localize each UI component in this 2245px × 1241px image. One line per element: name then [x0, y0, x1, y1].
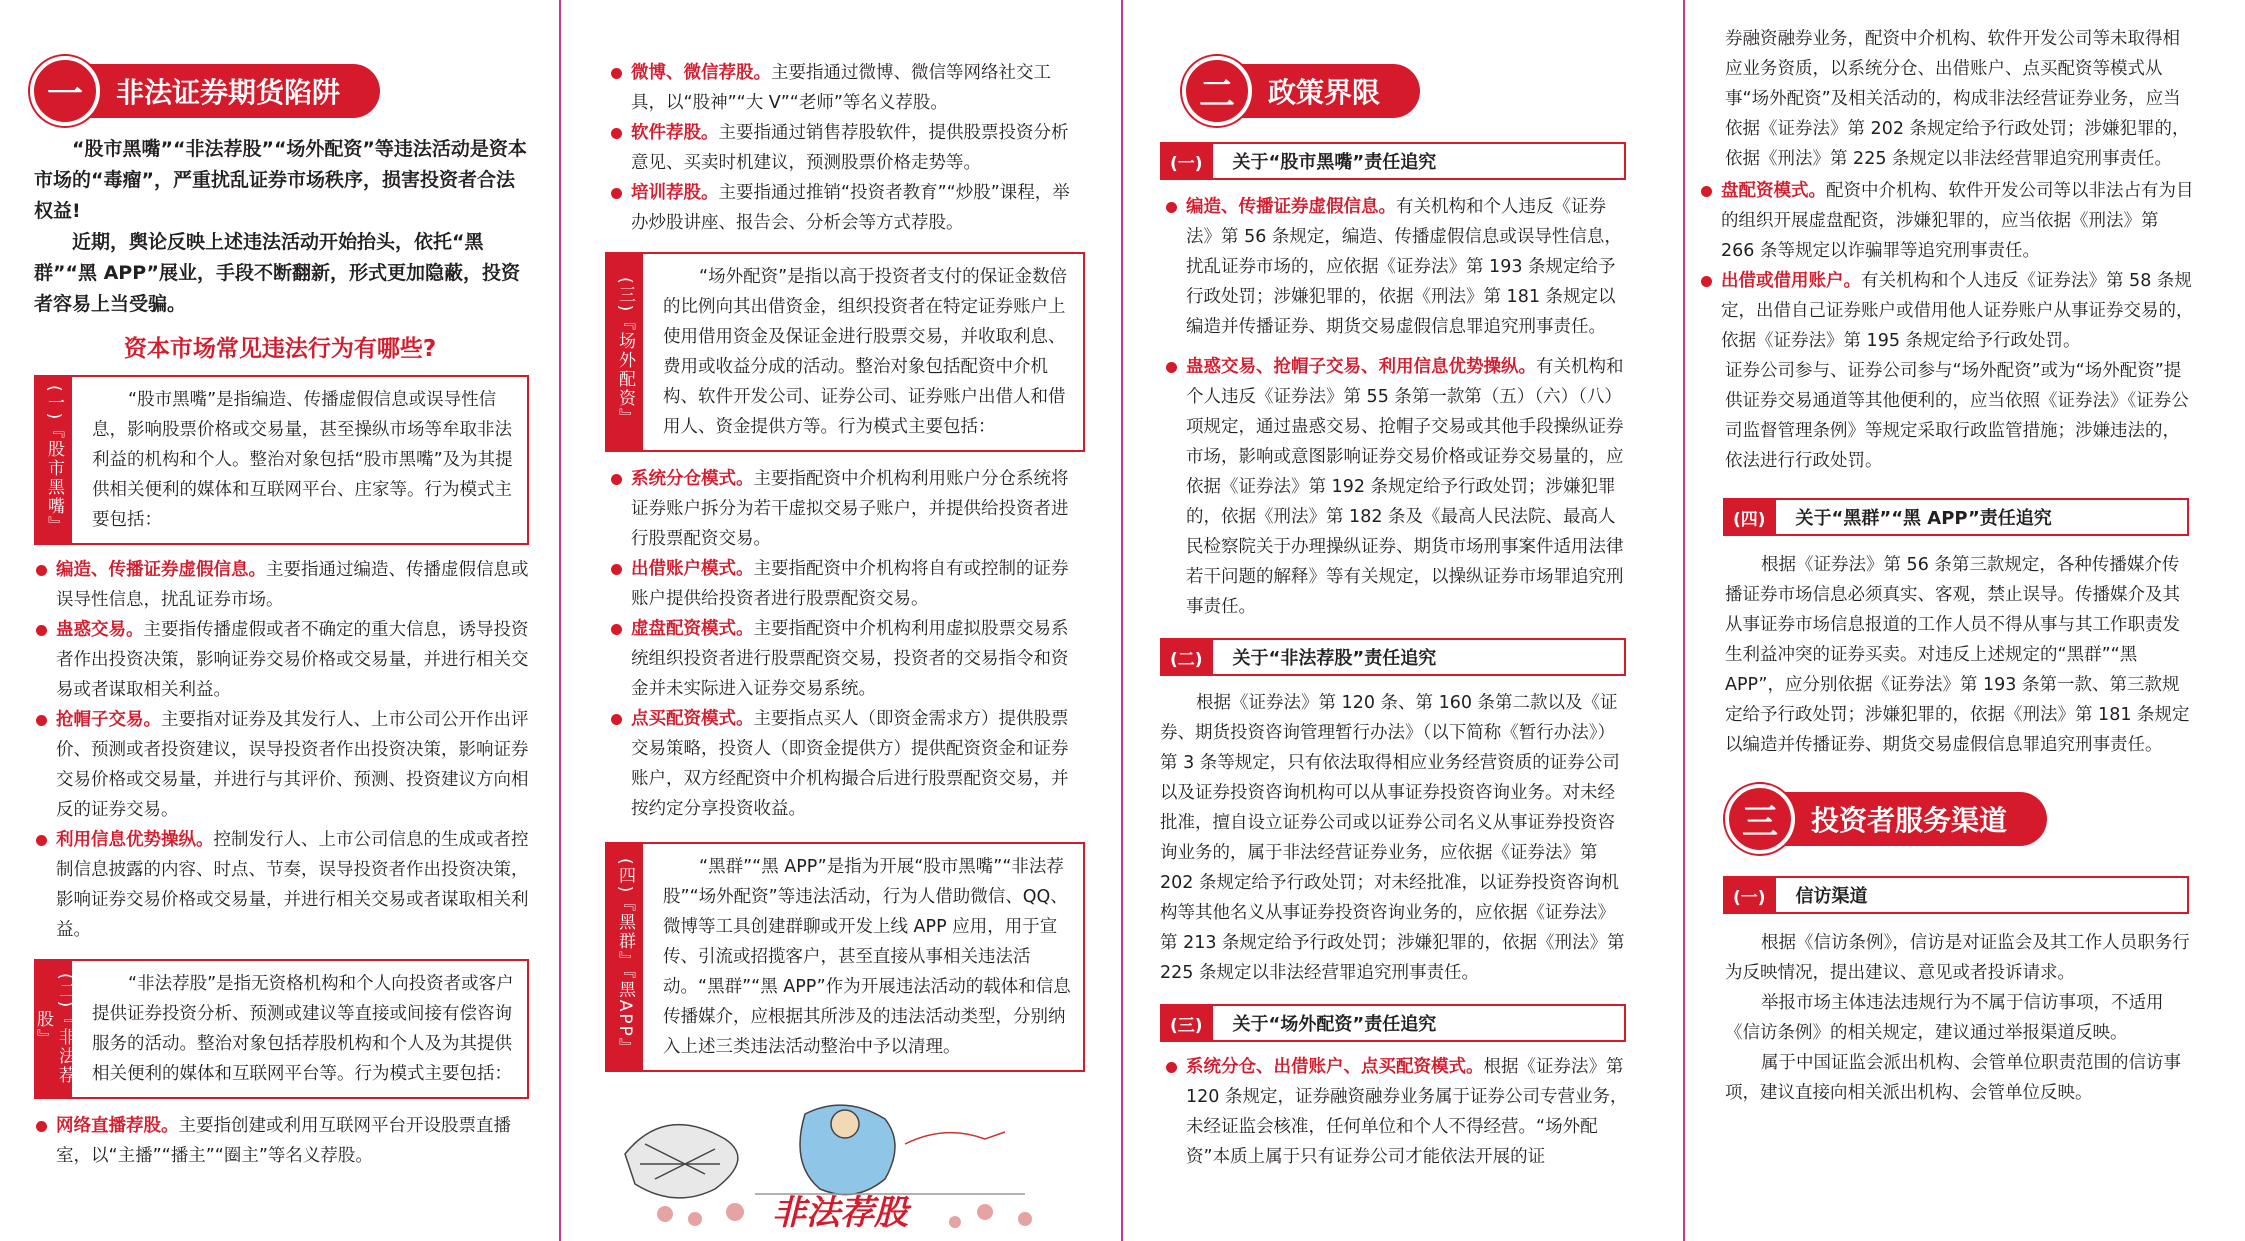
- definition-box-illegal-recommend: [34, 959, 529, 1099]
- section-heading: 政策界限: [1234, 64, 1420, 118]
- section-heading: 投资者服务渠道: [1777, 792, 2047, 846]
- intro-paragraph-1: “股市黑嘴”“非法荐股”“场外配资”等违法活动是资本市场的“毒瘤”，严重扰乱证券市场秩序，损害投资者合法权益!: [34, 138, 527, 222]
- box-text: “黑群”“黑 APP”是指为开展“股市黑嘴”“非法荐股”“场外配资”等违法活动，行为人借助微信、QQ、微博等工具创建群聊或开发上线 APP 应用，用于宣传、引流或招揽客户，甚至直接从事相关违法活动。“黑群”“黑 APP”作为开展违法活动的载体和信息传播媒介，应根据其所涉及的违法活动类型，分别纳入上述三类违法活动整治中予以清理。: [663, 857, 1071, 1057]
- list-item: 软件荐股。主要指通过销售荐股软件，提供股票投资分析意见、买卖时机建议，预测股票价格走势等。: [605, 118, 1085, 178]
- list-item: 培训荐股。主要指通过推销“投资者教育”“炒股”课程，举办炒股讲座、报告会、分析会等方式荐股。: [605, 178, 1085, 238]
- cartoon-illustration: [605, 1084, 1075, 1234]
- list-item: 盘配资模式。配资中介机构、软件开发公司等以非法占有为目的组织开展虚盘配资，涉嫌犯罪的，应当依据《刑法》第 266 条等规定以诈骗罪等追究刑事责任。: [1695, 176, 2195, 266]
- list-item: 蛊惑交易、抢帽子交易、利用信息优势操纵。有关机构和个人违反《证券法》第 55 条第一款第（五）（六）（八）项规定，通过蛊惑交易、抢帽子交易或其他手段操纵证券市场，影响或意图影响证券交易价格或证券交易量的，应依据《证券法》第 192 条规定给予行政处罚；涉嫌犯罪的，依据《刑法》第 182 条及《最高人民法院、最高人民检察院关于办理操纵证券、期货市场刑事案件适用法律若干问题的解释》等有关规定，以操纵证券市场罪追究刑事责任。: [1160, 352, 1630, 622]
- list-item: 出借账户模式。主要指配资中介机构将自有或控制的证券账户提供给投资者进行股票配资交易。: [605, 554, 1085, 614]
- subsection-title: 关于“场外配资”责任追究: [1232, 1014, 1437, 1035]
- subsection-header-1: [1160, 142, 1626, 180]
- column-4: [1695, 0, 2195, 1241]
- section-number: 二: [1182, 56, 1252, 126]
- subsection-title: 信访渠道: [1795, 886, 1868, 907]
- list-item: 抢帽子交易。主要指对证券及其发行人、上市公司公开作出评价、预测或者投资建议，误导投资者作出投资决策，影响证券交易价格或交易量，并进行与其评价、预测、投资建议方向相反的证券交易。: [30, 705, 530, 825]
- list-item: 出借或借用账户。有关机构和个人违反《证券法》第 58 条规定，出借自己证券账户或借用他人证券账户从事证券交易的，依据《证券法》第 195 条规定给予行政处罚。: [1695, 266, 2195, 356]
- behavior-list-1: [30, 555, 530, 945]
- continued-paragraph: 券融资融券业务，配资中介机构、软件开发公司等未取得相应业务资质，以系统分仓、出借账户、点买配资等模式从事“场外配资”及相关活动的，构成非法经营证券业务，应当依据《证券法》第 202 条规定给予行政处罚；涉嫌犯罪的，依据《刑法》第 225 条规定以非法经营罪追究刑事责任。: [1725, 29, 2190, 169]
- list-item: 编造、传播证券虚假信息。有关机构和个人违反《证券法》第 56 条规定，编造、传播虚假信息或误导性信息，扰乱证券市场的，应依据《证券法》第 193 条规定给予行政处罚；涉嫌犯罪的，依据《刑法》第 181 条规定以编造并传播证券、期货交易虚假信息罪追究刑事责任。: [1160, 192, 1630, 342]
- list-item: 点买配资模式。主要指点买人（即资金需求方）提供股票交易策略，投资人（即资金提供方）提供配资资金和证券账户，双方经配资中介机构撮合后进行股票配资交易，并按约定分享投资收益。: [605, 704, 1085, 824]
- section-number: 一: [30, 56, 100, 126]
- subsection-title: 关于“黑群”“黑 APP”责任追究: [1795, 508, 2052, 529]
- column-divider-3: [1683, 0, 1685, 1241]
- behavior-list-2: [30, 1111, 530, 1171]
- list-item: 网络直播荐股。主要指创建或利用互联网平台开设股票直播室，以“主播”“播主”“圈主”等名义荐股。: [30, 1111, 530, 1171]
- supervision-paragraph: 证券公司参与、证券公司参与“场外配资”或为“场外配资”提供证券交易通道等其他便利的，应当依照《证券法》《证券公司监督管理条例》等规定采取行政监管措施；涉嫌违法的，依法进行行政处罚。: [1725, 361, 2189, 471]
- question-heading: 资本市场常见违法行为有哪些?: [123, 336, 437, 362]
- subsection-header-2: [1160, 638, 1626, 676]
- column-2: [605, 0, 1085, 1241]
- policy-list-3: [1160, 1052, 1630, 1172]
- petition-paragraph-1: 根据《信访条例》，信访是对证监会及其工作人员职务行为反映情况，提出建议、意见或者投诉请求。: [1725, 933, 2190, 983]
- intro-paragraph-2: 近期，舆论反映上述违法活动开始抬头，依托“黑群”“黑 APP”展业，手段不断翻新，形式更加隐蔽，投资者容易上当受骗。: [34, 231, 520, 315]
- cartoon-caption: 非法荐股: [772, 1193, 908, 1233]
- section-number: 三: [1725, 784, 1795, 854]
- policy-list-1: [1160, 192, 1630, 622]
- petition-paragraph-2: 举报市场主体违法违规行为不属于信访事项，不适用《信访条例》的相关规定，建议通过举报渠道反映。: [1725, 993, 2164, 1043]
- subsection-title: 关于“股市黑嘴”责任追究: [1232, 152, 1437, 173]
- definition-box-off-market-financing: [605, 252, 1085, 452]
- list-item: 利用信息优势操纵。控制发行人、上市公司信息的生成或者控制信息披露的内容、时点、节奏，误导投资者作出投资决策，影响证券交易价格或交易量，并进行相关交易或者谋取相关利益。: [30, 825, 530, 945]
- column-divider-2: [1121, 0, 1123, 1241]
- definition-box-stock-mouth: [34, 375, 529, 545]
- section-title-2: [1182, 62, 1630, 120]
- list-item: 微博、微信荐股。主要指通过微博、微信等网络社交工具，以“股神”“大 V”“老师”等名义荐股。: [605, 58, 1085, 118]
- column-divider-1: [559, 0, 561, 1241]
- box-text: “场外配资”是指以高于投资者支付的保证金数倍的比例向其出借资金，组织投资者在特定证券账户上使用借用资金及保证金进行股票交易，并收取利息、费用或收益分成的活动。整治对象包括配资中介机构、软件开发公司、证券公司、证券账户出借人和借用人、资金提供方等。行为模式主要包括：: [663, 267, 1068, 437]
- subsection-header-3: [1160, 1004, 1626, 1042]
- subsection-header-4: [1723, 498, 2189, 536]
- section-title-3: [1725, 790, 2195, 848]
- column-1: [30, 0, 530, 1241]
- subsection-header-5: [1723, 876, 2189, 914]
- list-item: 系统分仓、出借账户、点买配资模式。根据《证券法》第 120 条规定，证券融资融券业务属于证券公司专营业务，未经证监会核准，任何单位和个人不得经营。“场外配资”本质上属于只有证券公司才能依法开展的证: [1160, 1052, 1630, 1172]
- behavior-list-4: [605, 464, 1085, 824]
- behavior-list-3: [605, 58, 1085, 238]
- definition-box-black-groups: [605, 842, 1085, 1072]
- list-item: 系统分仓模式。主要指配资中介机构利用账户分仓系统将证券账户拆分为若干虚拟交易子账户，并提供给投资者进行股票配资交易。: [605, 464, 1085, 554]
- box-tag: (一)『股市黑嘴』: [36, 377, 72, 543]
- list-item: 虚盘配资模式。主要指配资中介机构利用虚拟股票交易系统组织投资者进行股票配资交易，投资者的交易指令和资金并未实际进入证券交易系统。: [605, 614, 1085, 704]
- policy-list-4: [1695, 176, 2195, 356]
- subsection-title: 关于“非法荐股”责任追究: [1232, 648, 1437, 669]
- policy-paragraph-2: 根据《证券法》第 120 条、第 160 条第二款以及《证券、期货投资咨询管理暂行办法》（以下简称《暂行办法》）第 3 条等规定，只有依法取得相应业务经营资质的证券公司以及证券投资咨询机构可以从事证券投资咨询业务。对未经批准，擅自设立证券公司或以证券公司名义从事证券投资咨询业务的，属于非法经营证券业务，应依据《证券法》第 202 条规定给予行政处罚；对未经批准，以证券投资咨询机构等其他名义从事证券投资咨询业务的，应依据《证券法》第 213 条规定给予行政处罚；涉嫌犯罪的，依据《刑法》第 225 条规定以非法经营罪追究刑事责任。: [1160, 693, 1625, 983]
- section-heading: 非法证券期货陷阱: [82, 64, 380, 118]
- cartoon-illustration-icon: [605, 1084, 1075, 1234]
- section-title-1: [30, 62, 530, 120]
- column-3: [1160, 0, 1630, 1241]
- list-item: 蛊惑交易。主要指传播虚假或者不确定的重大信息，诱导投资者作出投资决策，影响证券交易价格或交易量，并进行相关交易或者谋取相关利益。: [30, 615, 530, 705]
- box-tag: (三)『场外配资』: [607, 254, 643, 450]
- box-tag: (二)『非法荐股』: [36, 961, 72, 1097]
- subsection-number: (一): [1723, 876, 1776, 914]
- policy-paragraph-4: 根据《证券法》第 56 条第三款规定，各种传播媒介传播证券市场信息必须真实、客观，禁止误导。传播媒介及其从事证券市场信息报道的工作人员不得从事与其工作职责发生利益冲突的证券买卖。对违反上述规定的“黑群”“黑 APP”，应分别依据《证券法》第 193 条第一款、第三款规定给予行政处罚；涉嫌犯罪的，依据《刑法》第 181 条规定以编造并传播证券、期货交易虚假信息罪追究刑事责任。: [1725, 555, 2190, 755]
- subsection-number: (二): [1160, 638, 1213, 676]
- box-tag: (四)『黑群』『黑APP』: [607, 844, 643, 1070]
- box-text: “非法荐股”是指无资格机构和个人向投资者或客户提供证券投资分析、预测或建议等直接或间接有偿咨询服务的活动。整治对象包括荐股机构和个人及为其提供相关便利的媒体和互联网平台等。行为模式主要包括：: [92, 974, 514, 1084]
- subsection-number: (一): [1160, 142, 1213, 180]
- subsection-number: (四): [1723, 498, 1776, 536]
- petition-paragraph-3: 属于中国证监会派出机构、会管单位职责范围的信访事项，建议直接向相关派出机构、会管单位反映。: [1725, 1053, 2181, 1103]
- subsection-number: (三): [1160, 1004, 1213, 1042]
- list-item: 编造、传播证券虚假信息。主要指通过编造、传播虚假信息或误导性信息，扰乱证券市场。: [30, 555, 530, 615]
- box-text: “股市黑嘴”是指编造、传播虚假信息或误导性信息，影响股票价格或交易量，甚至操纵市场等牟取非法利益的机构和个人。整治对象包括“股市黑嘴”及为其提供相关便利的媒体和互联网平台、庄家等。行为模式主要包括：: [92, 390, 513, 530]
